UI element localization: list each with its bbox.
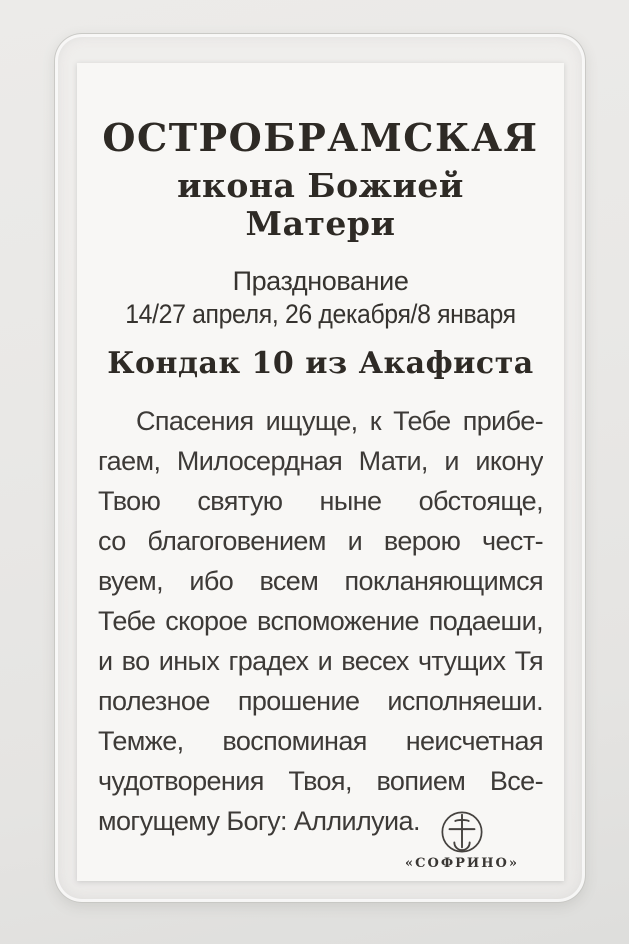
prayer-line: и во иных градех и весех чтущих Тя xyxy=(98,646,543,676)
publisher-name: «СОФРИНО» xyxy=(405,856,519,871)
prayer-card xyxy=(77,63,564,881)
feast-dates: 14/27 апреля, 26 декабря/8 января xyxy=(125,299,516,329)
prayer-line: вуем, ибо всем покланяющимся xyxy=(98,566,543,596)
prayer-line: Твою святую ныне обстояще, xyxy=(98,486,543,516)
prayer-line: со благоговением и верою чест- xyxy=(98,526,543,556)
prayer-line: могущему Богу: Аллилуиа. xyxy=(98,806,420,836)
prayer-line: Темже, воспоминая неисчетная xyxy=(98,726,543,756)
section-heading: Кондак 10 из Акафиста xyxy=(107,346,534,381)
publisher-mark xyxy=(382,809,542,871)
card-content xyxy=(77,63,564,871)
prayer-line: Спасения ищуще, к Тебе прибе- xyxy=(136,406,543,436)
prayer-line: полезное прошение исполняеши. xyxy=(98,686,543,716)
icon-subtitle: икона Божией Матери xyxy=(177,166,464,243)
prayer-line: чудотворения Твоя, вопием Все- xyxy=(98,766,543,796)
icon-title: ОСТРОБРАМСКАЯ xyxy=(102,115,539,160)
prayer-text xyxy=(98,401,543,841)
orthodox-cross-in-circle-icon xyxy=(439,809,485,855)
laminated-pouch xyxy=(54,33,586,903)
feast-label: Празднование xyxy=(232,266,409,296)
prayer-line: гаем, Милосердная Мати, и икону xyxy=(98,446,543,476)
prayer-line: Тебе скорое вспоможение подаеши, xyxy=(98,606,543,636)
